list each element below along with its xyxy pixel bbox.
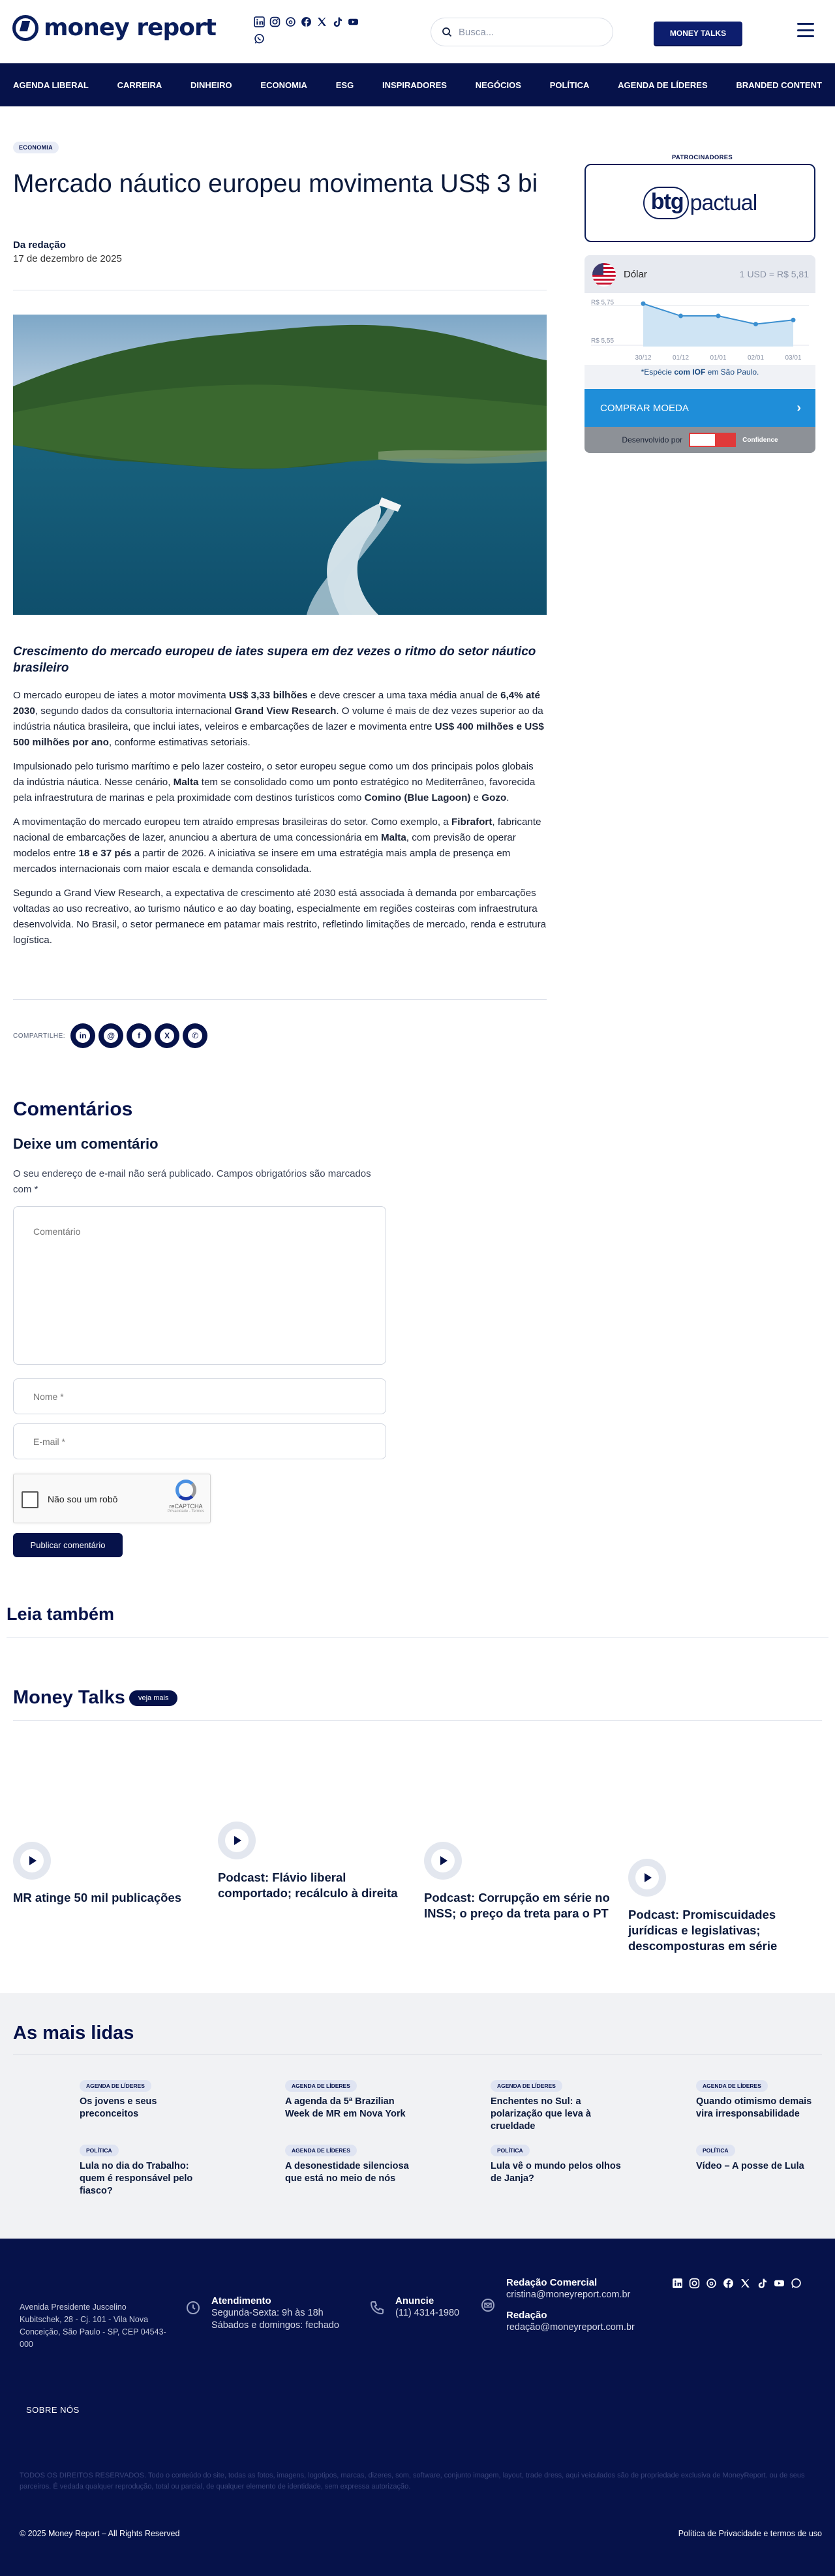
youtube-icon[interactable] — [774, 2278, 785, 2289]
search-placeholder: Busca... — [459, 26, 494, 38]
podcast-card[interactable] — [218, 1822, 407, 1901]
currency-chart — [584, 293, 815, 365]
item-tag[interactable]: AGENDA DE LÍDERES — [696, 2080, 768, 2092]
item-tag[interactable]: POLÍTICA — [80, 2145, 119, 2156]
article-subtitle: Crescimento do mercado europeu de iates supera em dez vezes o ritmo do setor náutico brasileiro — [13, 645, 536, 675]
footer-social-links — [672, 2278, 802, 2289]
menu-icon[interactable] — [797, 23, 814, 37]
comments-heading: Comentários — [13, 1098, 133, 1120]
linkedin-icon[interactable] — [672, 2278, 683, 2289]
most-read-item[interactable] — [696, 2144, 827, 2173]
item-tag[interactable]: POLÍTICA — [491, 2145, 530, 2156]
most-read-heading: As mais lidas — [13, 2023, 134, 2043]
search-input[interactable] — [431, 18, 613, 46]
podcast-title[interactable]: Podcast: Flávio liberal comportado; recálculo à direita — [218, 1870, 398, 1900]
tiktok-icon[interactable] — [757, 2278, 768, 2289]
currency-rate: 1 USD = R$ 5,81 — [739, 269, 809, 279]
linkedin-icon[interactable] — [254, 16, 265, 27]
x-tick-label: 01/12 — [672, 354, 690, 362]
item-title[interactable]: Vídeo – A posse de Lula — [696, 2161, 804, 2171]
main-nav — [0, 63, 835, 106]
most-read-section — [0, 1993, 835, 2239]
share-linkedin-icon[interactable]: in — [70, 1023, 95, 1048]
nav-item-inspiradores[interactable]: INSPIRADORES — [382, 80, 447, 90]
podcast-card[interactable] — [13, 1842, 202, 1906]
x-icon[interactable] — [316, 16, 327, 27]
recaptcha-checkbox[interactable] — [22, 1491, 38, 1508]
threads-icon[interactable] — [706, 2278, 717, 2289]
sponsors-label: PATROCINADORES — [672, 154, 733, 161]
item-title[interactable]: Quando otimismo demais vira irresponsabilidade — [696, 2096, 812, 2119]
most-read-item[interactable] — [80, 2144, 210, 2197]
chevron-right-icon: › — [797, 400, 801, 415]
item-tag[interactable]: AGENDA DE LÍDERES — [80, 2080, 151, 2092]
developed-by: Desenvolvido por Confidence — [584, 427, 815, 453]
submit-comment-button[interactable]: Publicar comentário — [13, 1533, 123, 1557]
legal-notice: TODOS OS DIREITOS RESERVADOS. Todo o conteúdo do site, todas as fotos, imagens, logotipos, marcas, dizeres, som, software, conjunto imagem, layout, trade dress, aqui veiculados são de propriedade exclusiva de MoneyReport. ou de seus parceiros. É vedada qualquer reprodução, total ou parcial, de qualquer elemento de identidade, sem expressa autorização. — [20, 2472, 805, 2491]
whatsapp-icon[interactable] — [791, 2278, 802, 2289]
article-title: Mercado náutico europeu movimenta US$ 3 bi — [13, 170, 538, 198]
money-talks-heading: Money Talks — [13, 1687, 125, 1708]
nav-item-carreira[interactable]: CARREIRA — [117, 80, 162, 90]
most-read-item[interactable] — [285, 2144, 416, 2185]
nav-item-politica[interactable]: POLÍTICA — [549, 80, 590, 90]
article-date: 17 de dezembro de 2025 — [13, 253, 122, 264]
item-tag[interactable]: AGENDA DE LÍDERES — [491, 2080, 562, 2092]
site-footer — [0, 2239, 835, 2576]
item-title[interactable]: Lula vê o mundo pelos olhos de Janja? — [491, 2161, 621, 2184]
search-icon — [442, 27, 452, 37]
nav-item-economia[interactable]: ECONOMIA — [260, 80, 307, 90]
article-paragraph: A movimentação do mercado europeu tem atraído empresas brasileiras do setor. Como exemplo, a Fibrafort, fabricante nacional de embarcações de lazer, anunciou a abertura de uma concessionária em Malta, com previsão de operar modelos entre 18 e 37 pés a partir de 2026. A iniciativa se insere em uma estratégia mais ampla de presença em mercados internacionais com maior escala e demanda consolidada. — [13, 816, 541, 875]
item-title[interactable]: A agenda da 5ª Brazilian Week de MR em Nova York — [285, 2096, 406, 2119]
recaptcha-label: Não sou um robô — [48, 1494, 118, 1504]
currency-name: Dólar — [624, 269, 647, 280]
most-read-item[interactable] — [80, 2079, 210, 2120]
clock-icon — [185, 2300, 204, 2318]
logo-text: money report — [44, 14, 216, 41]
podcast-card[interactable] — [424, 1842, 613, 1921]
currency-header — [584, 255, 815, 293]
y-tick-label: R$ 5,75 — [591, 299, 615, 307]
about-link[interactable]: SOBRE NÓS — [26, 2405, 80, 2415]
podcast-title[interactable]: Podcast: Corrupção em série no INSS; o preço da treta para o PT — [424, 1891, 610, 1920]
item-tag[interactable]: AGENDA DE LÍDERES — [285, 2080, 357, 2092]
site-logo[interactable] — [12, 14, 216, 41]
btg-pactual-ad[interactable] — [584, 164, 815, 242]
name-field[interactable] — [13, 1378, 386, 1414]
podcast-title[interactable]: MR atinge 50 mil publicações — [13, 1891, 182, 1904]
article-hero-image — [13, 315, 547, 615]
btg-logo-mark: btg — [643, 187, 689, 219]
x-tick-label: 02/01 — [747, 354, 765, 362]
item-title[interactable]: Os jovens e seus preconceitos — [80, 2096, 157, 2119]
share-label: COMPARTILHE: — [13, 1032, 66, 1040]
developer-logo — [689, 433, 736, 447]
divider — [13, 999, 547, 1000]
recaptcha-logo: reCAPTCHA Privacidade - Termos — [166, 1480, 205, 1513]
most-read-item[interactable] — [696, 2079, 827, 2120]
instagram-icon[interactable] — [689, 2278, 700, 2289]
share-x-icon[interactable]: X — [155, 1023, 179, 1048]
x-tick-label: 03/01 — [785, 354, 802, 362]
leave-comment-heading: Deixe um comentário — [13, 1136, 159, 1152]
comment-note: O seu endereço de e-mail não será publicado. Campos obrigatórios são marcados com * — [13, 1168, 371, 1195]
podcast-title[interactable]: Podcast: Promiscuidades jurídicas e legislativas; descomposturas em série — [628, 1908, 778, 1953]
recaptcha-icon — [175, 1480, 196, 1500]
footer-advertise: Anuncie (11) 4314-1980 — [369, 2295, 459, 2320]
whatsapp-icon[interactable] — [254, 33, 265, 44]
tiktok-icon[interactable] — [332, 16, 343, 27]
item-tag[interactable]: AGENDA DE LÍDERES — [285, 2145, 357, 2156]
item-tag[interactable]: POLÍTICA — [696, 2145, 735, 2156]
x-tick-label: 30/12 — [635, 354, 652, 362]
email-field[interactable] — [13, 1423, 386, 1459]
article-paragraph: Segundo a Grand View Research, a expectativa de crescimento até 2030 está associada à demanda por embarcações voltadas ao uso recreativo, ao turismo náutico e ao day boating, especialmente em regiões costeiras com infraestrutura desenvolvida. No Brasil, o setor permanece em patamar mais restrito, refletindo limitações de mercado, renda e estrutura logística. — [13, 888, 547, 946]
x-icon[interactable] — [740, 2278, 751, 2289]
item-title[interactable]: Enchentes no Sul: a polarização que leva à crueldade — [491, 2096, 591, 2132]
nav-item-branded-content[interactable]: BRANDED CONTENT — [736, 80, 822, 90]
data-point — [716, 314, 721, 318]
see-more-button[interactable]: veja mais — [129, 1690, 177, 1706]
article-paragraph: O mercado europeu de iates a motor movimenta US$ 3,33 bilhões e deve crescer a uma taxa média anual de 6,4% até 2030, segundo dados da consultoria internacional Grand View Research. O volume é mais de dez vezes superior ao da indústria náutica brasileira, que inclui iates, veleiros e embarcações de lazer e movimenta entre US$ 400 milhões e US$ 500 milhões por ano, conforme estimativas setoriais. — [13, 690, 544, 748]
data-point — [678, 314, 683, 318]
copyright: © 2025 Money Report – All Rights Reserved — [20, 2529, 180, 2538]
category-badge[interactable]: ECONOMIA — [13, 142, 59, 153]
data-point — [791, 318, 796, 322]
most-read-item[interactable] — [491, 2079, 621, 2133]
instagram-icon[interactable] — [269, 16, 281, 27]
currency-widget — [584, 255, 815, 453]
y-tick-label: R$ 5,55 — [591, 337, 615, 345]
facebook-icon[interactable] — [301, 16, 312, 27]
nav-item-agenda-liberal[interactable]: AGENDA LIBERAL — [13, 80, 89, 90]
currency-note: *Espécie com IOF em São Paulo. — [641, 367, 759, 377]
play-icon[interactable] — [13, 1842, 51, 1880]
article-body — [13, 644, 547, 957]
podcast-card[interactable] — [628, 1859, 817, 1954]
play-icon[interactable] — [218, 1822, 256, 1859]
buy-currency-button[interactable]: COMPRAR MOEDA › — [584, 389, 815, 427]
footer-newsroom: Redação Comercial cristina@moneyreport.com.br Redação redação@moneyreport.com.br — [480, 2276, 637, 2334]
comment-textarea[interactable] — [13, 1206, 386, 1365]
footer-address: Avenida Presidente Juscelino Kubitschek, 28 - Cj. 101 - Vila Nova Conceição, São Paulo - SP, CEP 04543-000 — [20, 2303, 166, 2349]
header-social-links — [254, 16, 397, 50]
us-flag-icon — [592, 263, 616, 287]
phone-icon — [369, 2300, 387, 2318]
most-read-item[interactable] — [285, 2079, 416, 2120]
nav-item-esg[interactable]: ESG — [335, 80, 354, 90]
x-tick-label: 01/01 — [710, 354, 727, 362]
recaptcha-widget — [13, 1474, 211, 1523]
share-facebook-icon[interactable]: f — [127, 1023, 151, 1048]
threads-icon[interactable] — [285, 16, 296, 27]
footer-attendance: Atendimento Segunda-Sexta: 9h às 18h Sábados e domingos: fechado — [185, 2295, 339, 2332]
btg-logo-text: pactual — [690, 190, 757, 215]
article-author: Da redação — [13, 240, 66, 251]
site-header — [0, 0, 835, 63]
most-read-item[interactable] — [491, 2144, 621, 2185]
share-whatsapp-icon[interactable]: ✆ — [183, 1023, 207, 1048]
money-talks-button[interactable]: MONEY TALKS — [654, 22, 742, 45]
data-point — [641, 302, 646, 306]
data-point — [753, 322, 758, 326]
nav-item-negocios[interactable]: NEGÓCIOS — [475, 80, 521, 90]
privacy-link[interactable]: Política de Privacidade e termos de uso — [678, 2529, 822, 2538]
facebook-icon[interactable] — [723, 2278, 734, 2289]
article-paragraph: Impulsionado pelo turismo marítimo e pelo lazer costeiro, o setor europeu segue como um dos principais polos globais da indústria náutica. Nesse cenário, Malta tem se consolidado como um ponto estratégico no Mediterrâneo, favorecida pela infraestrutura de marinas e pela proximidade com destinos turísticos como Comino (Blue Lagoon) e Gozo. — [13, 761, 536, 803]
share-threads-icon[interactable]: @ — [99, 1023, 123, 1048]
divider — [13, 1720, 822, 1721]
item-title[interactable]: Lula no dia do Trabalho: quem é responsável pelo fiasco? — [80, 2161, 193, 2196]
logo-mark-icon — [12, 15, 38, 41]
nav-item-agenda-de-lideres[interactable]: AGENDA DE LÍDERES — [618, 80, 708, 90]
nav-item-dinheiro[interactable]: DINHEIRO — [190, 80, 232, 90]
youtube-icon[interactable] — [348, 16, 359, 27]
share-bar — [13, 1023, 211, 1048]
confidence-logo: Confidence — [742, 436, 778, 444]
area-fill — [643, 303, 793, 347]
read-also-heading: Leia também — [7, 1604, 115, 1624]
play-icon[interactable] — [424, 1842, 462, 1880]
play-icon[interactable] — [628, 1859, 666, 1897]
mail-icon — [480, 2297, 498, 2316]
item-title[interactable]: A desonestidade silenciosa que está no meio de nós — [285, 2161, 409, 2184]
